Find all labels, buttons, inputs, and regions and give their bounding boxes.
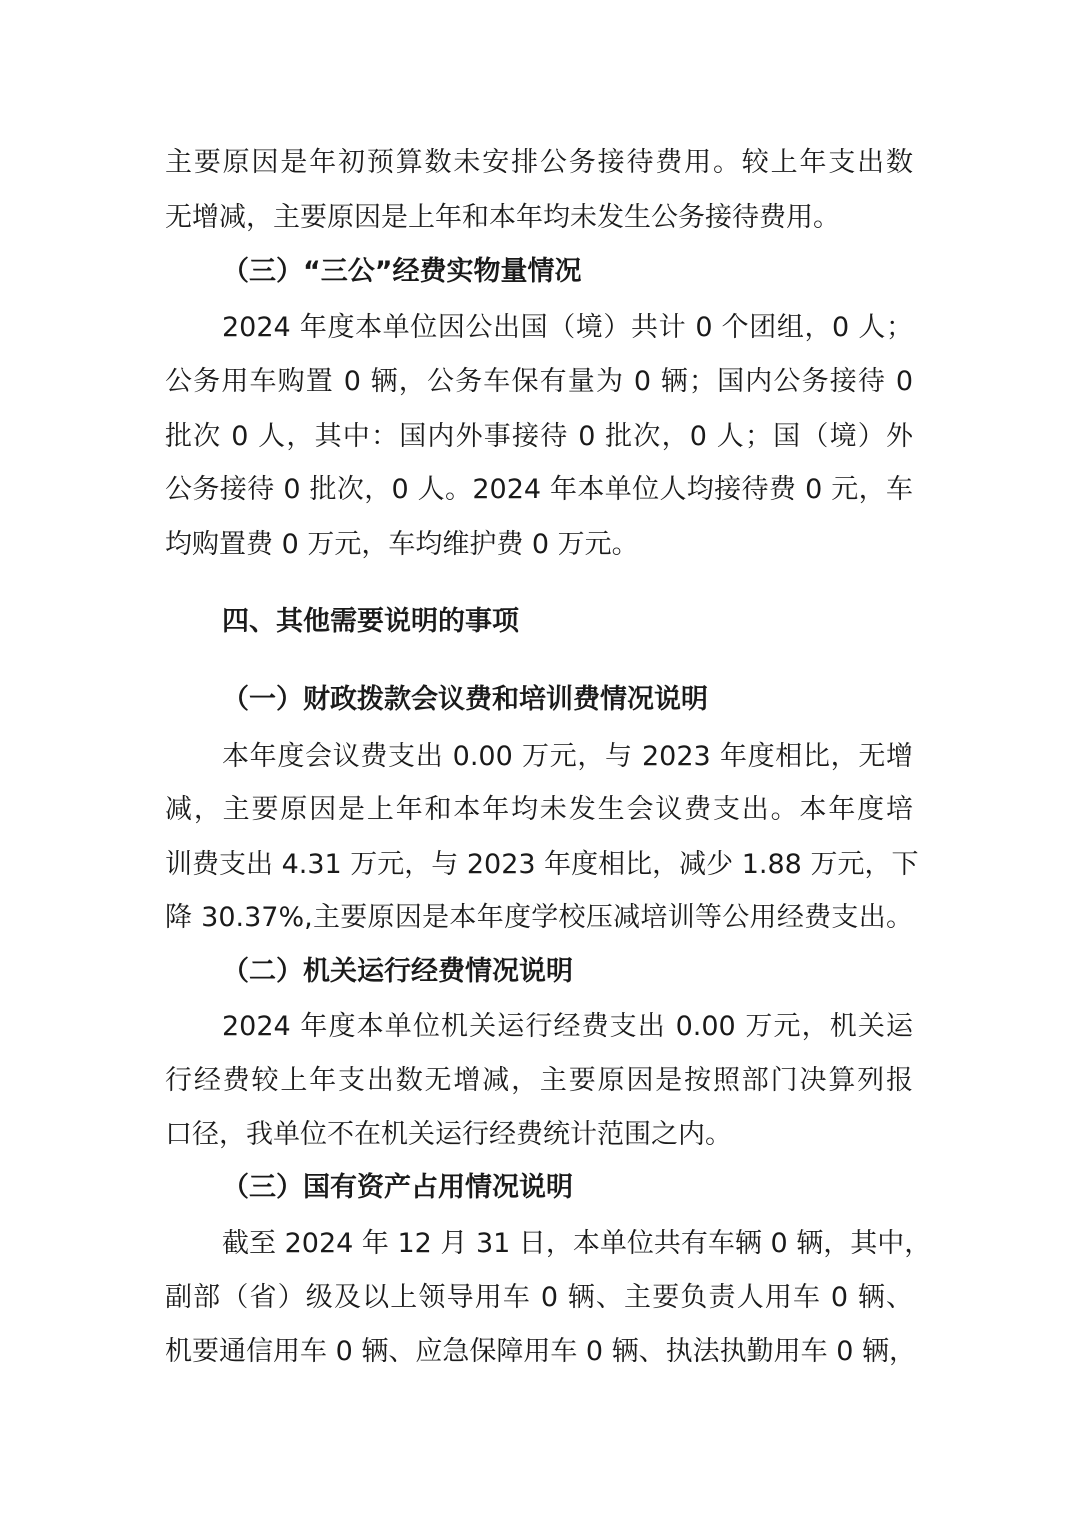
subsection-heading: （一）财政拨款会议费和培训费情况说明 [222,684,708,715]
body-text-line: 截至 2024 年 12 月 31 日，本单位共有车辆 0 辆，其中， [222,1228,932,1259]
body-text-line: 主要原因是年初预算数未安排公务接待费用。较上年支出数 [165,147,913,178]
body-text-line: 无增减，主要原因是上年和本年均未发生公务接待费用。 [165,202,840,233]
subsection-heading: （二）机关运行经费情况说明 [222,956,573,987]
body-text-line: 批次 0 人，其中：国内外事接待 0 批次，0 人；国（境）外 [165,421,913,452]
body-text-line: 训费支出 4.31 万元，与 2023 年度相比，减少 1.88 万元，下 [165,849,919,880]
body-text-line: 副部（省）级及以上领导用车 0 辆、主要负责人用车 0 辆、 [165,1282,913,1313]
body-text-line: 公务接待 0 批次，0 人。2024 年本单位人均接待费 0 元，车 [165,474,913,505]
body-text-line: 2024 年度本单位因公出国（境）共计 0 个团组，0 人； [222,312,913,343]
body-text-line: 减，主要原因是上年和本年均未发生会议费支出。本年度培 [165,794,913,825]
body-text-line: 口径，我单位不在机关运行经费统计范围之内。 [165,1119,732,1150]
body-text-line: 行经费较上年支出数无增减，主要原因是按照部门决算列报 [165,1065,913,1096]
body-text-line: 降 30.37%,主要原因是本年度学校压减培训等公用经费支出。 [165,902,913,933]
body-text-line: 机要通信用车 0 辆、应急保障用车 0 辆、执法执勤用车 0 辆， [165,1336,917,1367]
body-text-line: 本年度会议费支出 0.00 万元，与 2023 年度相比，无增 [222,741,913,772]
section-heading: 四、其他需要说明的事项 [222,606,519,637]
body-text-line: 均购置费 0 万元，车均维护费 0 万元。 [165,529,639,560]
body-text-line: 公务用车购置 0 辆，公务车保有量为 0 辆；国内公务接待 0 [165,366,913,397]
body-text-line: 2024 年度本单位机关运行经费支出 0.00 万元，机关运 [222,1011,913,1042]
subsection-heading: （三）“三公”经费实物量情况 [222,256,582,287]
subsection-heading: （三）国有资产占用情况说明 [222,1172,573,1203]
